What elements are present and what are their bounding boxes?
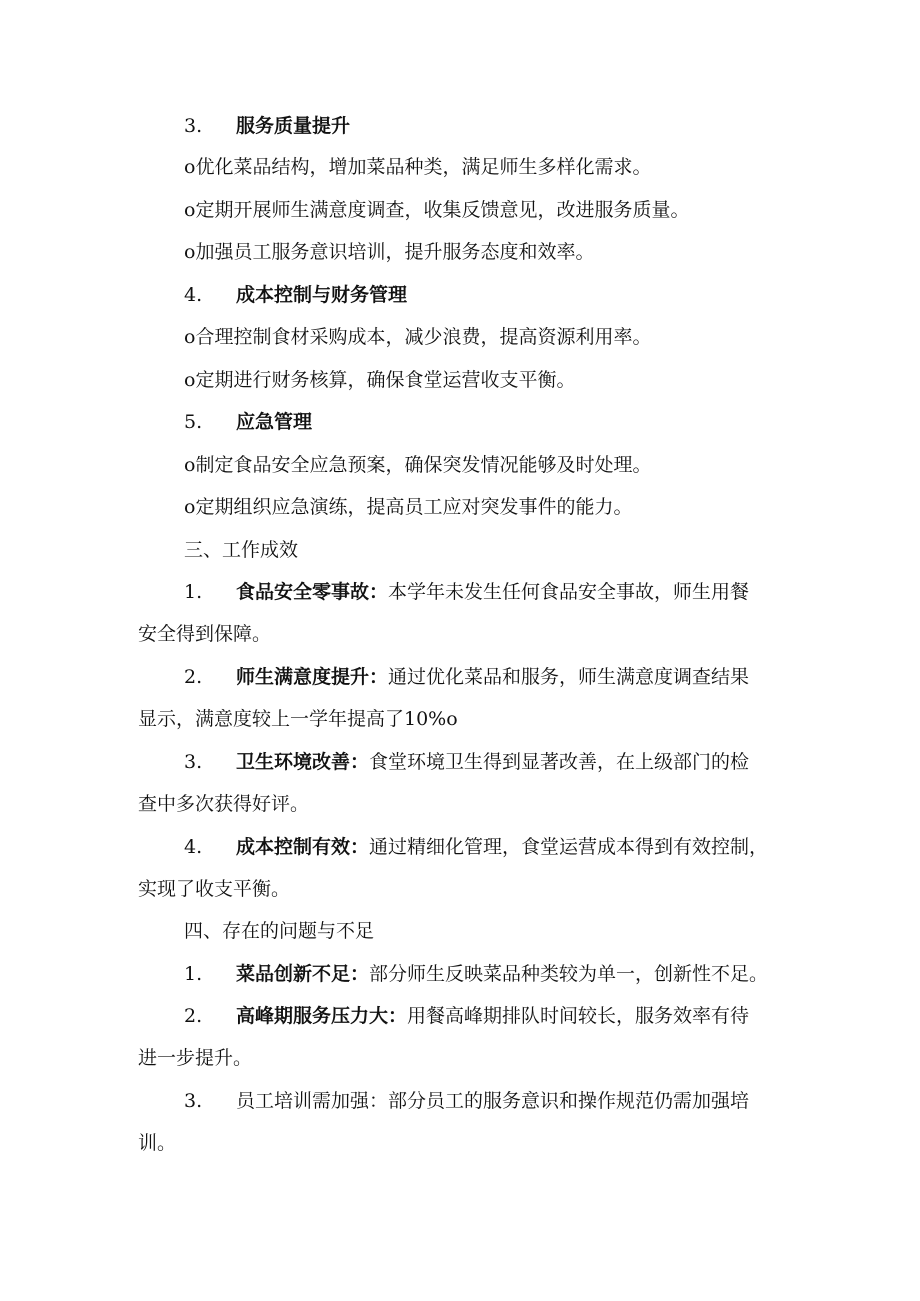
item-text: 部分员工的服务意识和操作规范仍需加强培 — [388, 1090, 750, 1112]
item-number: 2. — [184, 1005, 203, 1027]
bullet-line: o加强员工服务意识培训，提升服务态度和效率。 — [184, 241, 595, 263]
section-title: 服务质量提升 — [236, 115, 351, 137]
section-number: 5. — [184, 411, 203, 433]
item-text-continued: 显示，满意度较上一学年提高了10%o — [138, 708, 458, 730]
section-heading-5 — [184, 410, 312, 434]
item-text: 用餐高峰期排队时间较长，服务效率有待 — [407, 1005, 750, 1027]
item-text-continued: 训。 — [138, 1132, 177, 1154]
section-title: 成本控制与财务管理 — [236, 284, 408, 306]
item-number: 2. — [184, 666, 203, 688]
achievement-item-1 — [184, 580, 749, 604]
item-text: 通过精细化管理，食堂运营成本得到有效控制， — [369, 836, 769, 858]
bullet-line: o定期开展师生满意度调查，收集反馈意见，改进服务质量。 — [184, 199, 690, 221]
item-text-continued: 实现了收支平衡。 — [138, 878, 291, 900]
item-number: 1. — [184, 963, 203, 985]
chapter-heading: 三、工作成效 — [184, 539, 299, 561]
item-number: 3. — [184, 1090, 203, 1112]
section-heading-4 — [184, 283, 407, 307]
item-text: 本学年未发生任何食品安全事故，师生用餐 — [388, 581, 750, 603]
item-label: 成本控制有效： — [236, 836, 370, 858]
section-number: 3. — [184, 115, 203, 137]
item-label: 师生满意度提升： — [236, 666, 389, 688]
item-text: 通过优化菜品和服务，师生满意度调查结果 — [388, 666, 750, 688]
item-text-continued: 进一步提升。 — [138, 1047, 253, 1069]
item-text-continued: 查中多次获得好评。 — [138, 793, 310, 815]
item-text: 部分师生反映菜品种类较为单一，创新性不足。 — [369, 963, 769, 985]
item-number: 4. — [184, 836, 203, 858]
item-label: 高峰期服务压力大： — [236, 1005, 408, 1027]
item-text-continued: 安全得到保障。 — [138, 623, 272, 645]
section-title: 应急管理 — [236, 411, 313, 433]
achievement-item-4 — [184, 835, 768, 859]
bullet-line: o定期组织应急演练，提高员工应对突发事件的能力。 — [184, 496, 633, 518]
item-label: 食品安全零事故： — [236, 581, 389, 603]
chapter-heading: 四、存在的问题与不足 — [184, 920, 375, 942]
item-text: 食堂环境卫生得到显著改善，在上级部门的检 — [369, 751, 750, 773]
problem-item-3 — [184, 1089, 749, 1113]
bullet-line: o制定食品安全应急预案，确保突发情况能够及时处理。 — [184, 454, 652, 476]
item-label: 菜品创新不足： — [236, 963, 370, 985]
item-number: 3. — [184, 751, 203, 773]
bullet-line: o合理控制食材采购成本，减少浪费，提高资源利用率。 — [184, 326, 652, 348]
section-heading-3 — [184, 114, 350, 138]
item-label: 卫生环境改善： — [236, 751, 370, 773]
bullet-line: o优化菜品结构，增加菜品种类，满足师生多样化需求。 — [184, 156, 652, 178]
achievement-item-3 — [184, 750, 749, 774]
problem-item-1 — [184, 962, 768, 986]
item-label: 员工培训需加强： — [236, 1090, 389, 1112]
achievement-item-2 — [184, 665, 749, 689]
bullet-line: o定期进行财务核算，确保食堂运营收支平衡。 — [184, 369, 576, 391]
section-number: 4. — [184, 284, 203, 306]
problem-item-2 — [184, 1004, 749, 1028]
item-number: 1. — [184, 581, 203, 603]
